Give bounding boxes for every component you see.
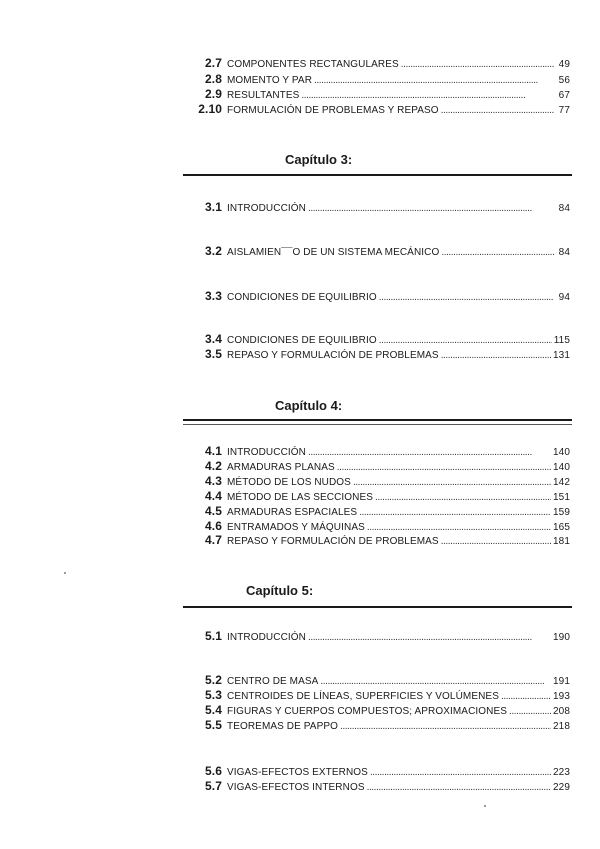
section-title: TEOREMAS DE PAPPO [227,721,338,732]
page-number: 151 [553,492,570,503]
section-number: 5.6 [205,764,222,778]
page-number: 191 [553,676,570,687]
toc-entry-3-1 [190,200,570,214]
toc-entry-2-8 [190,72,570,86]
dot-leader [379,334,552,348]
toc-entry-4-3 [190,474,570,488]
toc-entry-2-10 [190,102,570,116]
toc-entry-3-4 [190,332,570,346]
toc-entry-5-6 [190,764,570,778]
toc-entry-5-2 [190,673,570,687]
page-number: 193 [553,691,570,702]
dot-leader [353,476,551,490]
chapter-5-heading: Capítulo 5: [246,583,314,598]
toc-entry-4-5 [190,504,570,518]
page-number: 67 [558,90,570,101]
section-title: RESULTANTES [227,90,300,101]
page-number: 181 [553,536,570,547]
dot-leader [441,104,554,118]
section-title: CENTROIDES DE LÍNEAS, SUPERFICIES Y VOLÚMENES [227,691,499,702]
section-number: 4.1 [205,444,222,458]
chapter-4-heading: Capítulo 4: [275,398,343,413]
section-number: 4.7 [205,533,222,547]
chapter-3-heading: Capítulo 3: [285,152,353,167]
toc-entry-3-2 [190,244,570,258]
dot-leader [337,461,551,475]
section-title: AISLAMIEN¯¯O DE UN SISTEMA MECÁNICO [227,247,440,258]
section-title: INTRODUCCIÓN [227,632,306,643]
page-number: 165 [553,522,570,533]
toc-entry-4-1 [190,444,570,458]
section-title: MÉTODO DE LOS NUDOS [227,477,351,488]
section-title: CONDICIONES DE EQUILIBRIO [227,335,377,346]
page-number: 84 [558,203,570,214]
toc-entry-5-4 [190,703,570,717]
page-number: 77 [558,105,570,116]
dot-leader [340,720,551,734]
dot-leader [308,631,551,645]
section-number: 2.9 [205,87,222,101]
section-number: 5.4 [205,703,222,717]
dot-leader [441,246,554,260]
section-number: 3.2 [205,244,222,258]
section-title: MOMENTO Y PAR [227,75,313,86]
page-number: 56 [558,75,570,86]
section-title: FORMULACIÓN DE PROBLEMAS Y REPASO [227,105,439,116]
dot-leader [320,675,551,689]
toc-entry-4-4 [190,489,570,503]
page-number: 140 [553,447,570,458]
dot-leader [501,690,551,704]
section-title: CENTRO DE MASA [227,676,319,687]
section-title: FIGURAS Y CUERPOS COMPUESTOS; APROXIMACIONES [227,706,508,717]
dot-leader [308,202,554,216]
toc-entry-2-9 [190,87,570,101]
section-number: 2.8 [205,72,222,86]
dot-leader [370,766,551,780]
section-title: INTRODUCCIÓN [227,447,306,458]
toc-entry-3-5 [190,347,570,361]
toc-entry-5-1 [190,629,570,643]
page-number: 115 [553,335,570,346]
page-number: 49 [558,59,570,70]
dot-leader [441,349,551,363]
toc-entry-4-2 [190,459,570,473]
section-title: MÉTODO DE LAS SECCIONES [227,492,374,503]
toc-entry-2-7 [190,56,570,70]
page-number: 159 [553,507,570,518]
toc-entry-3-3 [190,289,570,303]
section-number: 4.3 [205,474,222,488]
dot-leader [359,506,551,520]
section-title: REPASO Y FORMULACIÓN DE PROBLEMAS [227,350,439,361]
section-number: 2.10 [198,102,222,116]
page-number: 218 [553,721,570,732]
dot-leader [375,491,551,505]
chapter-5-rule [183,606,572,608]
toc-entry-5-7 [190,779,570,793]
dot-leader [308,446,551,460]
toc-entry-4-6 [190,519,570,533]
dot-leader [379,291,554,305]
dot-leader [401,58,554,72]
chapter-3-rule [183,174,572,176]
page-number: 229 [553,782,570,793]
page-number: 84 [558,247,570,258]
section-title: INTRODUCCIÓN [227,203,306,214]
page-number: 131 [553,350,570,361]
section-title: ARMADURAS ESPACIALES [227,507,358,518]
chapter-4-rule-inner [183,424,572,425]
section-number: 2.7 [205,56,222,70]
section-title: REPASO Y FORMULACIÓN DE PROBLEMAS [227,536,439,547]
page-number: 223 [553,767,570,778]
page-number: 142 [553,477,570,488]
section-title: CONDICIONES DE EQUILIBRIO [227,292,377,303]
toc-entry-5-5 [190,718,570,732]
section-title: VIGAS-EFECTOS EXTERNOS [227,767,368,778]
section-number: 4.5 [205,504,222,518]
section-number: 3.4 [205,332,222,346]
section-number: 5.5 [205,718,222,732]
section-number: 4.2 [205,459,222,473]
section-number: 5.2 [205,673,222,687]
section-title: COMPONENTES RECTANGULARES [227,59,399,70]
dot-leader [301,89,554,103]
scan-speck [64,572,66,574]
scan-speck [484,805,486,807]
dot-leader [367,781,551,795]
section-title: VIGAS-EFECTOS INTERNOS [227,782,365,793]
section-title: ARMADURAS PLANAS [227,462,335,473]
section-number: 4.6 [205,519,222,533]
page-number: 94 [558,292,570,303]
section-number: 3.3 [205,289,222,303]
section-number: 5.7 [205,779,222,793]
toc-entry-5-3 [190,688,570,702]
section-number: 5.1 [205,629,222,643]
toc-entry-4-7 [190,533,570,547]
chapter-4-rule [183,419,572,421]
page-number: 140 [553,462,570,473]
section-number: 3.5 [205,347,222,361]
section-number: 4.4 [205,489,222,503]
page-number: 208 [553,706,570,717]
dot-leader [509,705,551,719]
page-number: 190 [553,632,570,643]
section-title: ENTRAMADOS Y MÁQUINAS [227,522,365,533]
dot-leader [441,535,551,549]
section-number: 5.3 [205,688,222,702]
section-number: 3.1 [205,200,222,214]
dot-leader [314,74,554,88]
